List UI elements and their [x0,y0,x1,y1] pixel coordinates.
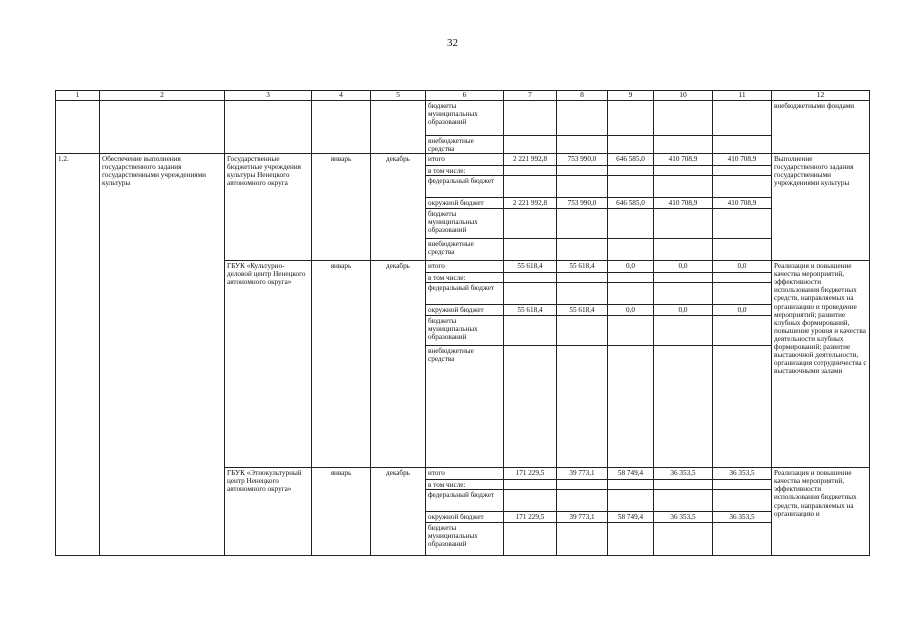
amount-cell [504,209,557,239]
amount-cell [654,523,713,556]
amount-cell [654,239,713,261]
amount-cell: 0,0 [713,261,772,273]
column-number: 3 [225,91,312,101]
amount-cell [608,136,654,154]
amount-cell [557,523,608,556]
amount-cell [713,209,772,239]
amount-cell [713,166,772,176]
end-month-cell: декабрь [371,261,426,468]
funding-source-cell: окружной бюджет [426,305,504,316]
amount-cell [654,346,713,468]
amount-cell: 171 229,5 [504,468,557,480]
amount-cell [713,273,772,283]
funding-source-cell: бюджеты муниципальных образований [426,101,504,136]
end-cell [371,101,426,154]
amount-cell [504,239,557,261]
task-number-cell: 1.2. [56,154,100,556]
column-number: 9 [608,91,654,101]
amount-cell [504,283,557,305]
amount-cell [557,239,608,261]
column-number: 8 [557,91,608,101]
amount-cell [713,346,772,468]
amount-cell: 55 618,4 [504,305,557,316]
amount-cell [608,209,654,239]
amount-cell [557,273,608,283]
funding-source-cell: итого [426,468,504,480]
amount-cell [504,166,557,176]
program-table [55,90,870,556]
amount-cell: 39 773,1 [557,468,608,480]
funding-source-cell: итого [426,154,504,166]
funding-source-cell: окружной бюджет [426,198,504,209]
table-row [56,154,870,166]
amount-cell [504,136,557,154]
amount-cell: 753 990,0 [557,154,608,166]
amount-cell [557,166,608,176]
number-cell [56,101,100,154]
amount-cell: 36 353,5 [713,468,772,480]
amount-cell [713,523,772,556]
amount-cell: 0,0 [654,305,713,316]
amount-cell [504,316,557,346]
amount-cell [557,346,608,468]
executor-cell [225,101,312,154]
amount-cell [504,490,557,512]
amount-cell [713,176,772,198]
funding-source-cell: бюджеты муниципальных образований [426,209,504,239]
amount-cell [713,316,772,346]
end-month-cell: декабрь [371,468,426,556]
amount-cell: 0,0 [713,305,772,316]
amount-cell: 55 618,4 [557,305,608,316]
amount-cell [504,273,557,283]
amount-cell [608,283,654,305]
amount-cell [557,101,608,136]
amount-cell [654,283,713,305]
amount-cell: 36 353,5 [713,512,772,523]
amount-cell: 646 585,0 [608,198,654,209]
amount-cell [608,480,654,490]
amount-cell [654,480,713,490]
amount-cell: 646 585,0 [608,154,654,166]
amount-cell [654,176,713,198]
column-number: 5 [371,91,426,101]
amount-cell: 36 353,5 [654,512,713,523]
funding-source-cell: федеральный бюджет [426,283,504,305]
amount-cell [654,209,713,239]
task-name-cell: Обеспечение выполнения государственного задания государственными учреждениями культуры [100,154,225,556]
amount-cell [713,490,772,512]
amount-cell [654,166,713,176]
amount-cell [654,490,713,512]
amount-cell [654,316,713,346]
amount-cell: 0,0 [608,261,654,273]
column-number: 12 [772,91,870,101]
amount-cell: 58 749,4 [608,512,654,523]
amount-cell: 0,0 [608,305,654,316]
amount-cell [504,101,557,136]
amount-cell: 2 221 992,8 [504,154,557,166]
funding-source-cell: в том числе: [426,273,504,283]
task-name-cell [100,101,225,154]
funding-source-cell: в том числе: [426,480,504,490]
funding-source-cell: федеральный бюджет [426,176,504,198]
amount-cell: 0,0 [654,261,713,273]
column-number-row [56,91,870,101]
end-month-cell: декабрь [371,154,426,261]
column-number: 11 [713,91,772,101]
funding-source-cell: федеральный бюджет [426,490,504,512]
amount-cell [608,166,654,176]
column-number: 10 [654,91,713,101]
amount-cell [557,283,608,305]
amount-cell [504,176,557,198]
amount-cell: 410 708,9 [713,198,772,209]
amount-cell: 410 708,9 [654,154,713,166]
amount-cell [608,273,654,283]
table-row [56,101,870,136]
column-number: 6 [426,91,504,101]
amount-cell: 171 229,5 [504,512,557,523]
funding-source-cell: итого [426,261,504,273]
column-number: 4 [312,91,371,101]
amount-cell [504,480,557,490]
expected-result-cell: Реализация и повышение качества мероприятий, эффективности использования бюджетных средств, направляемых на организацию и [772,468,870,556]
amount-cell [608,176,654,198]
funding-source-cell: внебюджетные средства [426,136,504,154]
amount-cell: 58 749,4 [608,468,654,480]
expected-result-cell: Реализация и повышение качества мероприятий, эффективности использования бюджетных средств, направляемых на организацию и проведение мероприятий; развитие клубных формирований, повышение уровня и качества деятельности клубных формирований; развитие выставочной деятельности, организация сотрудничества с выставочными залами [772,261,870,468]
executor-cell: Государственные бюджетные учреждения культуры Ненецкого автономного округа [225,154,312,261]
amount-cell [713,101,772,136]
amount-cell [504,523,557,556]
executor-cell: ГБУК «Этнокультурный центр Ненецкого автономного округа» [225,468,312,556]
amount-cell [557,136,608,154]
amount-cell [654,136,713,154]
funding-source-cell: окружной бюджет [426,512,504,523]
amount-cell [557,480,608,490]
amount-cell [557,209,608,239]
amount-cell: 410 708,9 [654,198,713,209]
start-month-cell: январь [312,154,371,261]
column-number: 1 [56,91,100,101]
amount-cell [504,346,557,468]
amount-cell [654,101,713,136]
amount-cell [557,490,608,512]
amount-cell [713,136,772,154]
amount-cell [713,239,772,261]
amount-cell: 39 773,1 [557,512,608,523]
funding-source-cell: бюджеты муниципальных образований [426,523,504,556]
expected-result-cell: Выполнение государственного задания государственными учреждениями культуры [772,154,870,261]
amount-cell [608,490,654,512]
start-month-cell: январь [312,261,371,468]
amount-cell [608,346,654,468]
column-number: 2 [100,91,225,101]
amount-cell [713,480,772,490]
amount-cell: 2 221 992,8 [504,198,557,209]
amount-cell: 55 618,4 [504,261,557,273]
amount-cell [608,101,654,136]
amount-cell [654,273,713,283]
amount-cell [557,316,608,346]
funding-source-cell: внебюджетные средства [426,239,504,261]
amount-cell [557,176,608,198]
start-month-cell: январь [312,468,371,556]
funding-source-cell: внебюджетные средства [426,346,504,468]
start-cell [312,101,371,154]
amount-cell [608,239,654,261]
expected-result-cell: внебюджетными фондами [772,101,870,154]
amount-cell [713,283,772,305]
amount-cell: 753 990,0 [557,198,608,209]
amount-cell [608,316,654,346]
amount-cell: 55 618,4 [557,261,608,273]
funding-source-cell: в том числе: [426,166,504,176]
funding-source-cell: бюджеты муниципальных образований [426,316,504,346]
page-number: 32 [447,37,458,49]
executor-cell: ГБУК «Культурно-деловой центр Ненецкого автономного округа» [225,261,312,468]
amount-cell: 36 353,5 [654,468,713,480]
amount-cell: 410 708,9 [713,154,772,166]
column-number: 7 [504,91,557,101]
amount-cell [608,523,654,556]
